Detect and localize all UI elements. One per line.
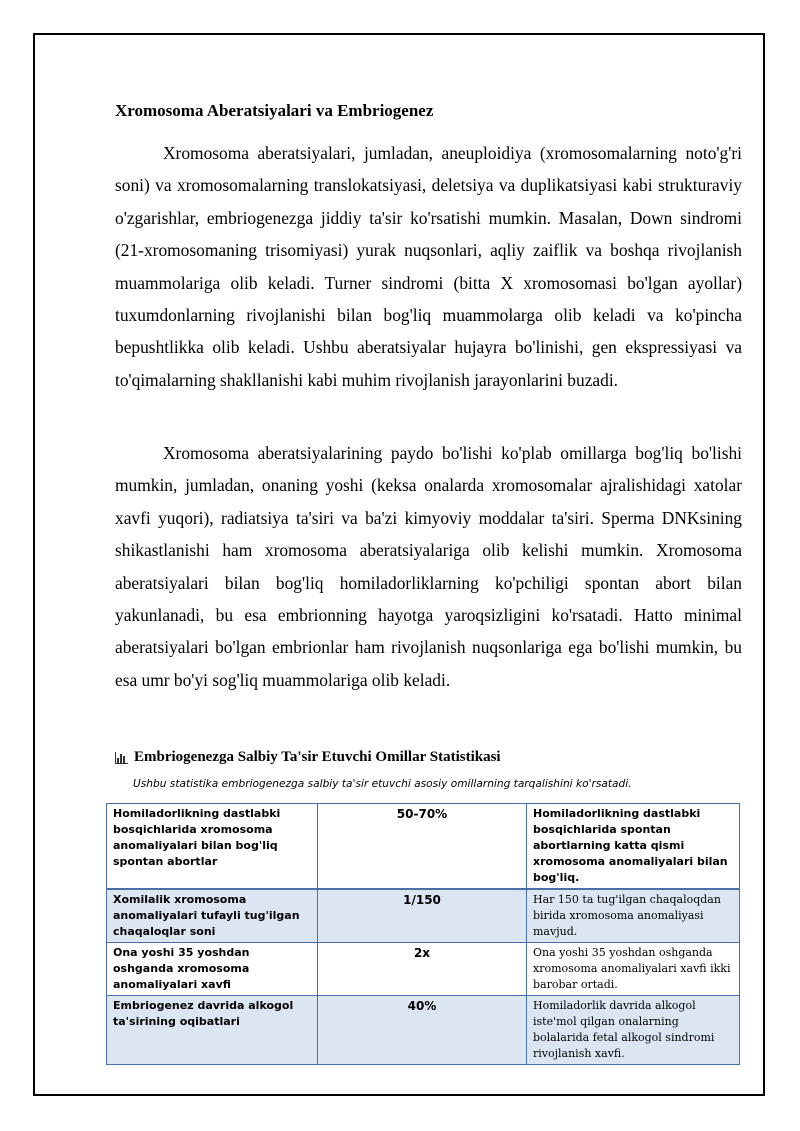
note-cell: Ona yoshi 35 yoshdan oshganda xromosoma anomaliyalari xavfi ikki barobar ortadi. <box>527 943 740 996</box>
statistics-heading <box>115 749 501 766</box>
table-row <box>107 889 740 943</box>
statistics-title: Embriogenezga Salbiy Ta'sir Etuvchi Omillar Statistikasi <box>134 749 501 765</box>
note-cell: Homiladorlik davrida alkogol iste'mol qilgan onalarning bolalarida fetal alkogol sindromi rivojlanish xavfi. <box>527 996 740 1065</box>
table-row <box>107 943 740 996</box>
value-cell: 40% <box>318 996 527 1065</box>
value-cell: 1/150 <box>318 889 527 943</box>
factor-cell: Xomilalik xromosoma anomaliyalari tufayli tug'ilgan chaqaloqlar soni <box>107 889 318 943</box>
table-row <box>107 804 740 890</box>
factor-cell: Homiladorlikning dastlabki bosqichlarida xromosoma anomaliyalari bilan bog'liq spontan abortlar <box>107 804 318 890</box>
value-cell: 50-70% <box>318 804 527 890</box>
document-title: Xromosoma Aberatsiyalari va Embriogenez <box>115 101 434 120</box>
statistics-table <box>106 803 740 1065</box>
factor-cell: Ona yoshi 35 yoshdan oshganda xromosoma anomaliyalari xavfi <box>107 943 318 996</box>
paragraph-1: Xromosoma aberatsiyalari, jumladan, aneuploidiya (xromosomalarning noto'g'ri soni) va xromosomalarning translokatsiyasi, deletsiya va duplikatsiyasi kabi strukturaviy o'zgarishlar, embriogenezga jiddiy ta'sir ko'rsatishi mumkin. Masalan, Down sindromi (21-xromosomaning trisomiyasi) yurak nuqsonlari, aqliy zaiflik va boshqa rivojlanish muammolariga olib keladi. Turner sindromi (bitta X xromosomasi bo'lgan ayollar) tuxumdonlarning rivojlanishi bilan bog'liq muammolarga olib keladi va ko'pincha bepushtlikka olib keladi. Ushbu aberatsiyalar hujayra bo'linishi, gen ekspressiyasi va to'qimalarning shakllanishi kabi muhim rivojlanish jarayonlarini buzadi. <box>115 143 742 390</box>
table-row <box>107 996 740 1065</box>
statistics-subtitle: Ushbu statistika embriogenezga salbiy ta'sir etuvchi asosiy omillarning tarqalishini ko'rsatadi. <box>133 778 632 790</box>
bar-chart-icon <box>115 752 128 764</box>
note-cell: Homiladorlikning dastlabki bosqichlarida spontan abortlarning katta qismi xromosoma anomaliyalari bilan bog'liq. <box>527 804 740 890</box>
note-cell: Har 150 ta tug'ilgan chaqaloqdan birida xromosoma anomaliyasi mavjud. <box>527 889 740 943</box>
factor-cell: Embriogenez davrida alkogol ta'sirining oqibatlari <box>107 996 318 1065</box>
paragraph-2: Xromosoma aberatsiyalarining paydo bo'lishi ko'plab omillarga bog'liq bo'lishi mumkin, jumladan, onaning yoshi (keksa onalarda xromosomalar ajralishidagi xatolar xavfi yuqori), radiatsiya ta'siri va ba'zi kimyoviy moddalar ta'siri. Sperma DNKsining shikastlanishi ham xromosoma aberatsiyalariga olib kelishi mumkin. Xromosoma aberatsiyalari bilan bog'liq homiladorliklarning ko'pchiligi spontan abort bilan yakunlanadi, bu esa embrionning hayotga yaroqsizligini ko'rsatadi. Hatto minimal aberatsiyalari bo'lgan embrionlar ham rivojlanish nuqsonlariga ega bo'lishi mumkin, bu esa umr bo'yi sog'liq muammolariga olib keladi. <box>115 443 742 690</box>
value-cell: 2x <box>318 943 527 996</box>
